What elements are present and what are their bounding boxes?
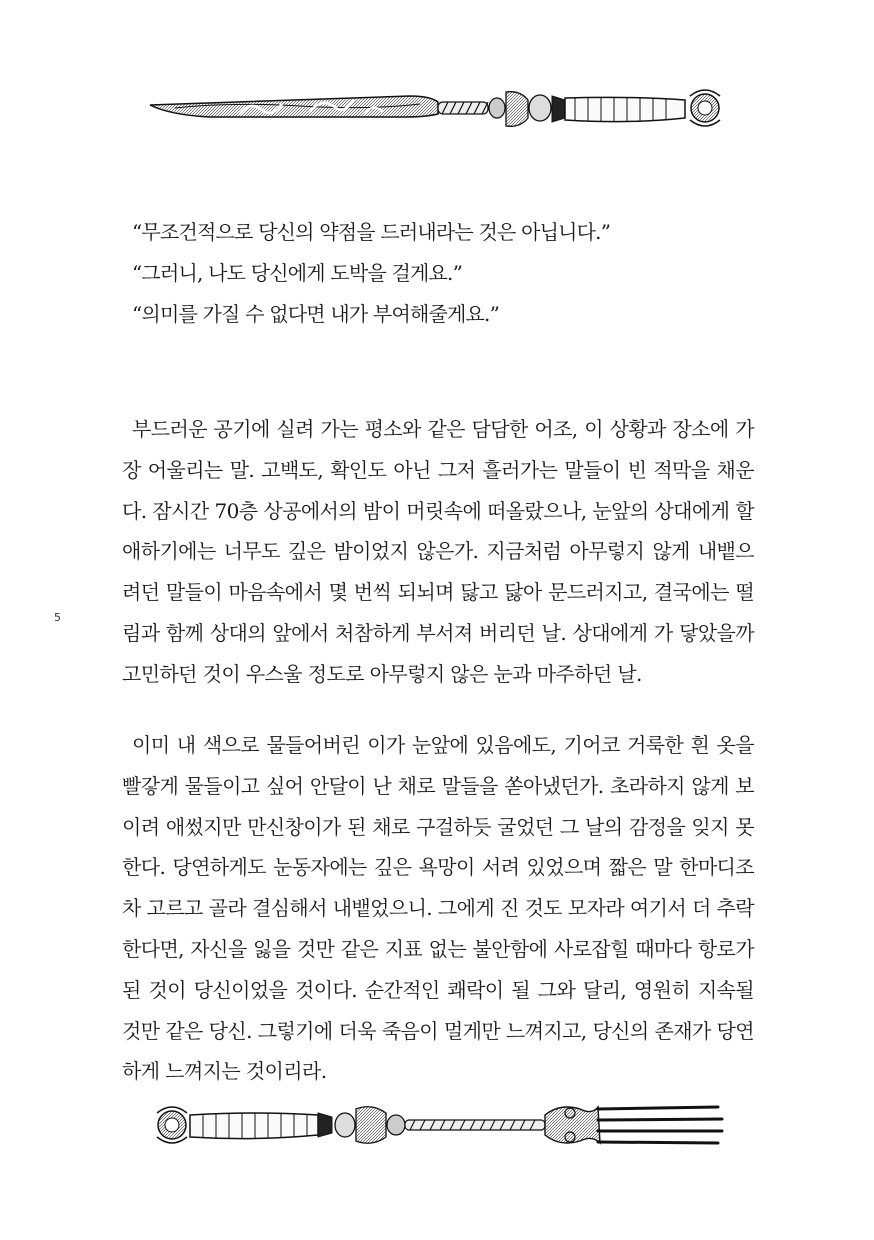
- page-number: 5: [54, 611, 61, 624]
- quote-line: “그러니, 나도 당신에게 도박을 걸게요.”: [132, 261, 462, 285]
- quote-line: “의미를 가질 수 없다면 내가 부여해줄게요.”: [132, 302, 500, 326]
- engraved-knife-icon: [0, 70, 874, 160]
- quote-line: “무조건적으로 당신의 약점을 드러내라는 것은 아닙니다.”: [132, 220, 611, 244]
- body-paragraph: 이미 내 색으로 물들어버린 이가 눈앞에 있음에도, 기어코 거룩한 흰 옷을 빨갛게 물들이고 싶어 안달이 난 채로 말들을 쏟아냈던가. 초라하지 않게 보이려 애썼지만 만신창이가 된 채로 구걸하듯 굴었던 그 날의 감정을 잊지 못한다. 당연하게도 눈동자에는 깊은 욕망이 서려 있었으며 짧은 말 한마디조차 고르고 골라 결심해서 내뱉었으니. 그에게 진 것도 모자라 여기서 더 추락한다면, 자신을 잃을 것만 같은 지표 없는 불안함에 사로잡힐 때마다 항로가 된 것이 당신이었을 것이다. 순간적인 쾌락이 될 그와 달리, 영원히 지속될 것만 같은 당신. 그렇기에 더욱 죽음이 멀게만 느껴지고, 당신의 존재가 당연하게 느껴지는 것이리라.: [122, 733, 754, 1084]
- body-paragraph: 부드러운 공기에 실려 가는 평소와 같은 담담한 어조, 이 상황과 장소에 가장 어울리는 말. 고백도, 확인도 아닌 그저 흘러가는 말들이 빈 적막을 채운다. 잠시간 70층 상공에서의 밤이 머릿속에 떠올랐으나, 눈앞의 상대에게 할애하기에는 너무도 깊은 밤이었지 않은가. 지금처럼 아무렇지 않게 내뱉으려던 말들이 마음속에서 몇 번씩 되뇌며 닳고 닳아 문드러지고, 결국에는 떨림과 함께 상대의 앞에서 처참하게 부서져 버리던 날. 상대에게 가 닿았을까 고민하던 것이 우스울 정도로 아무렇지 않은 눈과 마주하던 날.: [122, 417, 754, 686]
- engraved-fork-icon: [0, 1085, 874, 1165]
- dialogue-quotes: [132, 212, 772, 335]
